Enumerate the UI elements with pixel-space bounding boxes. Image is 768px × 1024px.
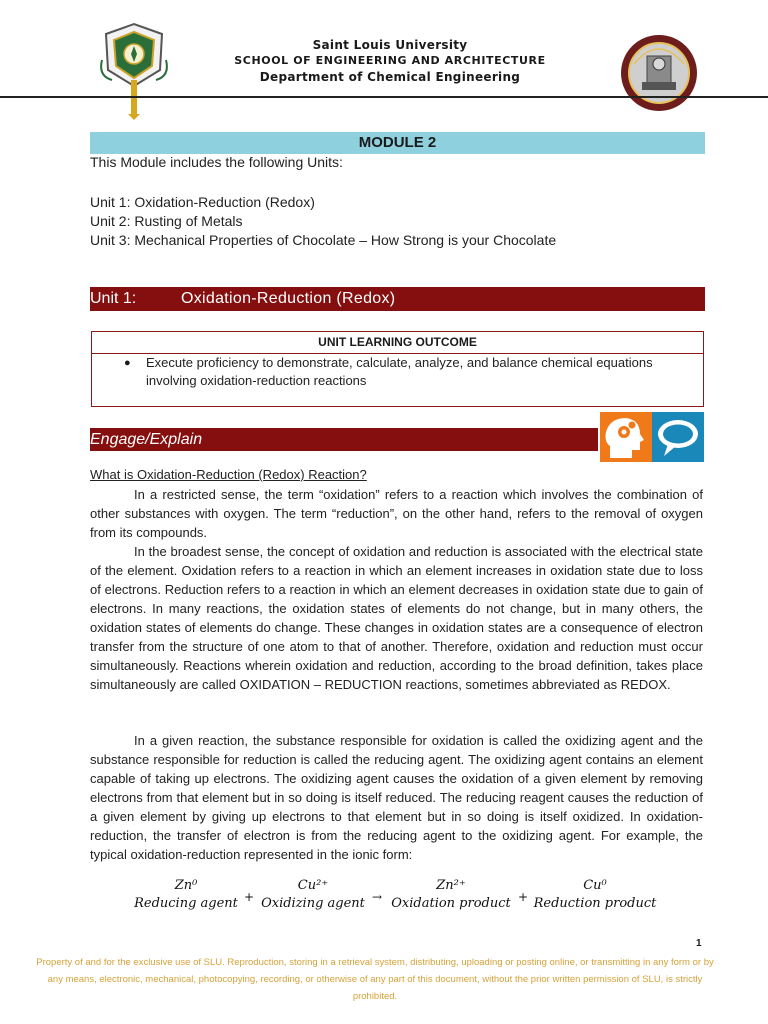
equation-plus: + [518, 890, 529, 904]
equation-label: Reduction product [533, 896, 657, 911]
equation-term [256, 878, 370, 911]
header-rule [0, 96, 768, 98]
equation-species: Zn²⁺ [436, 878, 466, 893]
body-paragraph: In a restricted sense, the term “oxidation” refers to a reaction which involves the combination of other substances with oxygen. The term “reduction”, on the other hand, refers to the removal of oxygen from its compounds. [90, 487, 703, 540]
unit-list-item: Unit 3: Mechanical Properties of Chocolate – How Strong is your Chocolate [90, 232, 557, 248]
equation-term [130, 878, 242, 911]
engage-explain-heading [90, 428, 598, 451]
equation-label: Oxidation product [391, 896, 511, 911]
slu-seal-logo [100, 20, 168, 120]
equation-species: Zn⁰ [174, 878, 198, 893]
equation-label: Reducing agent [134, 896, 238, 911]
engage-icons [600, 412, 704, 462]
equation-label: Oxidizing agent [261, 896, 365, 911]
university-name: Saint Louis University [312, 38, 468, 52]
module-title: MODULE 2 [90, 132, 705, 154]
unit-list-item: Unit 2: Rusting of Metals [90, 213, 243, 229]
unit-list-item: Unit 1: Oxidation-Reduction (Redox) [90, 194, 315, 210]
engineering-seal-logo [620, 34, 698, 112]
engage-explain-label: Engage/Explain [90, 431, 203, 448]
learning-outcome-text: Execute proficiency to demonstrate, calculate, analyze, and balance chemical equations involving oxidation-reduction reactions [146, 355, 653, 388]
equation-term [530, 878, 660, 911]
department-name: Department of Chemical Engineering [259, 70, 521, 84]
copyright-notice: Property of and for the exclusive use of SLU. Reproduction, storing in a retrieval system, distributing, uploading or posting online, or transmitting in any form or by any means, electronic, mechanical, photocopying, recording, or otherwise of any part of this document, without the prior written permission of SLU, is strictly prohibited. [36, 957, 714, 1002]
equation-species: Cu²⁺ [297, 878, 329, 893]
school-name: SCHOOL OF ENGINEERING AND ARCHITECTURE [234, 54, 546, 67]
learning-outcome-box [91, 331, 704, 407]
section-question: What is Oxidation-Reduction (Redox) Reaction? [90, 467, 367, 482]
equation-term [386, 878, 516, 911]
body-paragraph: In the broadest sense, the concept of oxidation and reduction is associated with the electrical state of the element. Oxidation refers to a reaction in which an element increases in oxidation state due to loss of electrons. Reduction refers to a reaction in which an element decreases in oxidation state due to gain of electrons. In many reactions, the oxidation states of elements do not change, but in many others, the oxidation states of elements do change. These changes in oxidation states are a consequence of electron transfer from the structure of one atom to that of another. Therefore, oxidation and reduction must occur simultaneously. Reactions wherein oxidation and reduction, according to the broad definition, takes place simultaneously are called OXIDATION – REDUCTION reactions, sometimes abbreviated as REDOX. [90, 544, 703, 692]
body-paragraph: In a given reaction, the substance responsible for oxidation is called the oxidizing agent and the substance responsible for reduction is called the reducing agent. The oxidizing agent contains an element capable of taking up electrons. The oxidizing agent causes the oxidation of a given element by removing electrons from that element but in so doing is itself reduced. The reducing reagent causes the reduction of a given element by giving up electrons to that element but in so doing is itself oxidized. In oxidation-reduction, the transfer of electron is from the reducing agent to the oxidizing agent. For example, the typical oxidation-reduction represented in the ionic form: [90, 733, 703, 862]
equation-plus: + [244, 890, 255, 904]
equation-arrow: → [372, 890, 383, 904]
equation-species: Cu⁰ [583, 878, 607, 893]
unit-title: Oxidation-Reduction (Redox) [181, 290, 396, 307]
module-intro: This Module includes the following Units: [90, 154, 343, 170]
unit-number: Unit 1: [90, 290, 137, 307]
learning-outcome-heading: UNIT LEARNING OUTCOME [92, 332, 703, 354]
unit-heading [90, 287, 705, 311]
bullet-icon: ● [124, 357, 131, 369]
page-number: 1 [696, 938, 702, 949]
